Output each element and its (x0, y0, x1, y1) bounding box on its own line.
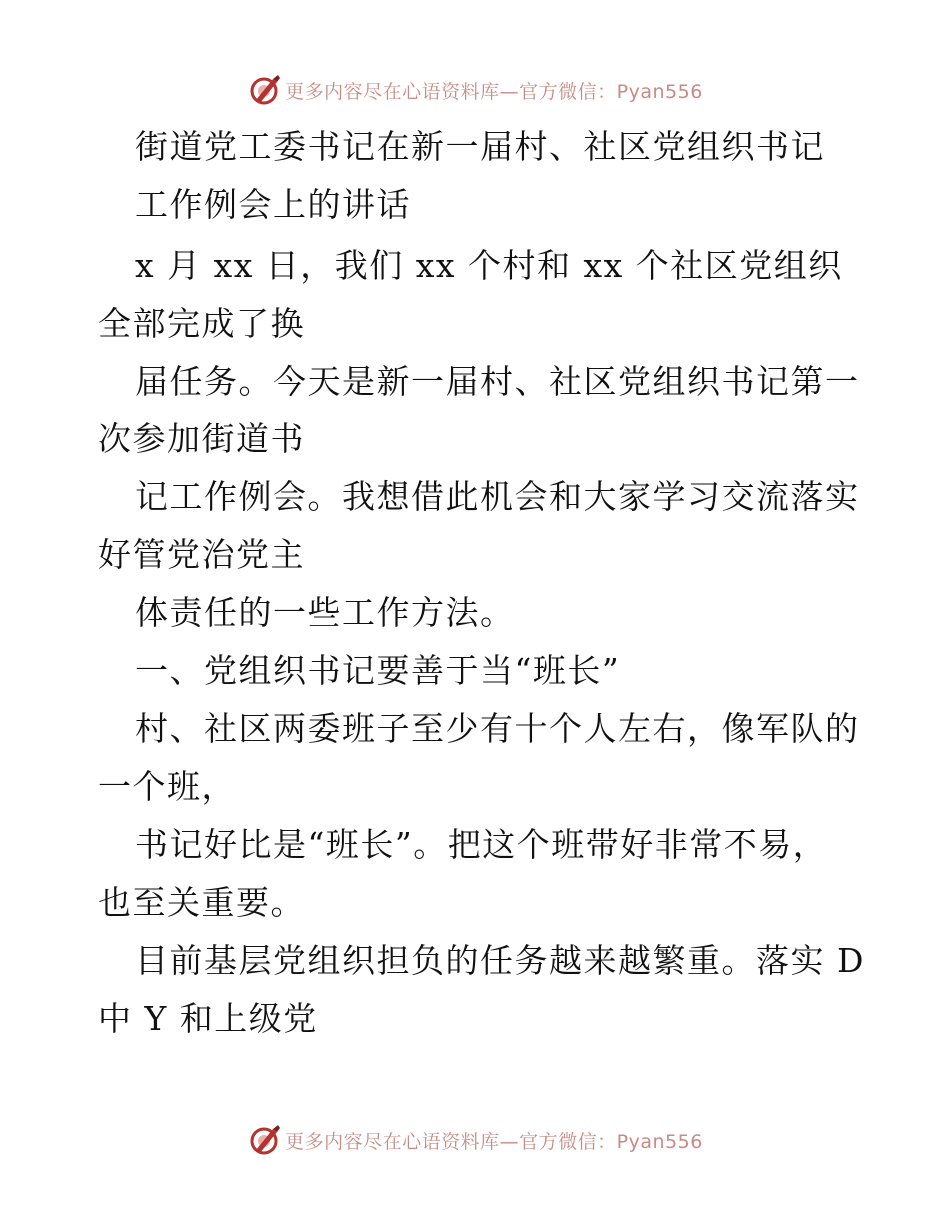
paragraph-line: 届任务。今天是新一届村、社区党组织书记第一 (135, 362, 860, 401)
paragraph-line: 一个班， (98, 767, 236, 806)
paragraph-line: x 月 xx 日，我们 xx 个村和 xx 个社区党组织 (135, 246, 843, 285)
footer-banner (0, 1120, 950, 1160)
writing-pen-logo-icon (247, 73, 281, 107)
paragraph-line: 书记好比是“班长”。把这个班带好非常不易， (135, 825, 828, 864)
document-title-line-1: 街道党工委书记在新一届村、社区党组织书记 (135, 127, 825, 166)
paragraph-line: 全部完成了换 (98, 304, 305, 343)
footer-banner-text: 更多内容尽在心语资料库—官方微信：Pyan556 (285, 1130, 703, 1153)
paragraph-line: 记工作例会。我想借此机会和大家学习交流落实 (135, 477, 860, 516)
paragraph-line: 目前基层党组织担负的任务越来越繁重。落实 D (135, 941, 865, 980)
document-title-line-2: 工作例会上的讲话 (135, 185, 411, 224)
paragraph-line: 村、社区两委班子至少有十个人左右，像军队的 (135, 709, 860, 748)
section-heading: 一、党组织书记要善于当“班长” (135, 651, 621, 690)
paragraph-line: 体责任的一些工作方法。 (135, 593, 515, 632)
paragraph-line: 中 Y 和上级党 (98, 999, 318, 1038)
paragraph-line: 也至关重要。 (98, 883, 305, 922)
header-banner-text: 更多内容尽在心语资料库—官方微信：Pyan556 (285, 80, 703, 103)
header-banner (0, 70, 950, 110)
paragraph-line: 好管党治党主 (98, 535, 305, 574)
writing-pen-logo-icon (247, 1123, 281, 1157)
paragraph-line: 次参加街道书 (98, 419, 305, 458)
